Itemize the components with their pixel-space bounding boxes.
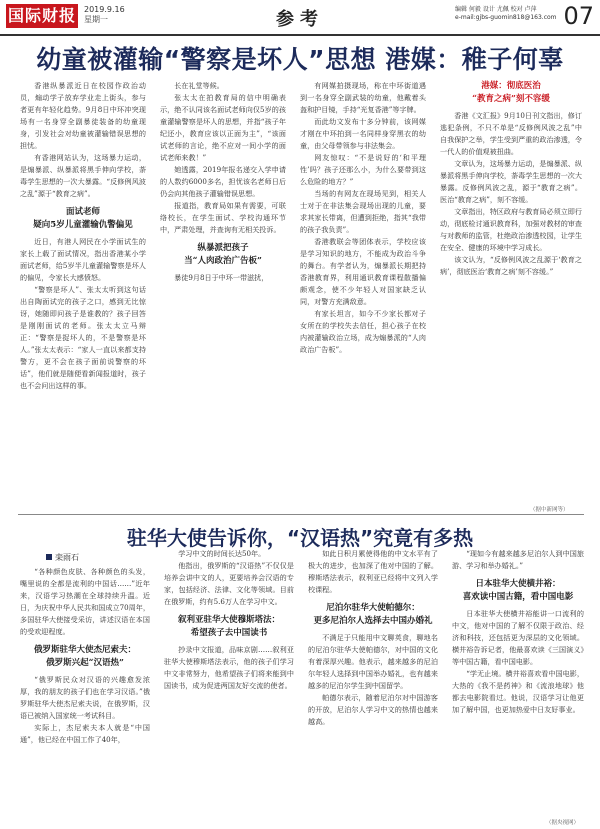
paragraph: 该文认为，“反修例风波之乱源于‘教育之病’，彻底医治‘教育之病’刻不容缓。” — [440, 255, 582, 276]
paragraph: “学无止境。横井裕喜欢看中国电影，大热的《我不是药神》和《流浪地球》他都去电影院看过。他说，汉语学习让他更加了解中国，也更加热爱中日友好事业。 — [452, 669, 584, 714]
article2-credit: （据央视网） — [546, 820, 580, 826]
article1-column-4 — [440, 80, 582, 510]
issue-date: 2019.9.16 — [84, 5, 125, 14]
subheading — [440, 80, 582, 106]
article2-column-3 — [308, 548, 438, 824]
article2-column-1 — [20, 566, 150, 824]
paragraph: “俄罗斯民众对汉语的兴趣愈发浓厚，我的朋友的孩子们也在学习汉语。”俄罗斯驻华大使杰尼索夫说，在俄罗斯，汉语已被纳入国家统一考试科目。 — [20, 675, 150, 720]
article2-author: 栾雨石 — [46, 552, 79, 563]
subheading — [308, 602, 438, 628]
article-divider — [18, 514, 584, 515]
subheading-line: 叙利亚驻华大使穆斯塔法： — [177, 615, 280, 625]
paragraph: 不满足于只能用中文聊英食，聊地名的尼泊尔驻华大使帕德尔，对中国的文化有着深厚兴趣。他表示，越来越多的尼泊尔年轻人选择到中国举办婚礼，也有越来越多的尼泊尔学生到中国留学。 — [308, 633, 438, 690]
page-number: 07 — [563, 2, 594, 30]
subheading — [20, 206, 146, 232]
paragraph: 长在礼堂等候。 — [174, 81, 224, 90]
paragraph: 如此日积月累使得他的中文水平有了极大的进步，也加深了他对中国的了解。穆斯塔法表示，叙利亚已经将中文列入学校课程。 — [308, 549, 438, 594]
subheading-line: 港媒：彻底医治 — [481, 81, 541, 91]
paragraph: 香港教联会等团体表示，学校应该是学习知识的地方，不能成为政治斗争的舞台。有学者认为，煽暴派长期把持香港教育界，利用通识教育课程散播偏颇观念，使不少年轻人对国家缺乏认同，对警方充满敌意。 — [300, 237, 426, 306]
paragraph: 近日，有港人网民在小学面试生的家长上载了面试情况，指出香港某小学面试老师，给5岁半儿童灌输警察是坏人的偏见，令家长大感愤怒。 — [20, 237, 146, 282]
section-title: 参考 — [276, 9, 324, 30]
paragraph: 而此幼文发布十多分钟前，该网媒才刚在中环拍到一名同样身穿黑衣的幼童，由父母带领参与非法集会。 — [300, 117, 426, 150]
paragraph: 暴徒9月8日于中环一带滋扰， — [174, 273, 269, 282]
subheading-line: 俄罗斯驻华大使杰尼索夫： — [33, 645, 136, 655]
subheading — [164, 614, 294, 640]
article1-credit: （据中新网等） — [530, 507, 569, 513]
paragraph: 日本驻华大使横井裕能讲一口流利的中文，他对中国的了解不仅限于政治、经济和科技，还包括更为深层的文化领域。横井裕告诉记者，他最喜欢读《三国演义》等中国古籍，看中国电影。 — [452, 609, 584, 666]
paragraph: 学习中文的时间长达50年。 — [178, 549, 266, 558]
paragraph: 香港《文汇报》9月10日刊文指出，修订逃犯条例，不只不单是“反修例风波之乱”中自我保护之举，学生受到严重的政治渗透，令一代人的价值观被扭曲。 — [440, 111, 582, 156]
editor-credits — [455, 6, 565, 22]
subheading-line: 喜欢读中国古籍，看中国电影 — [462, 592, 574, 602]
article1-column-3 — [300, 80, 426, 510]
paragraph: 帕德尔表示，随着尼泊尔对中国游客的开放，尼泊尔人学习中文的热情也越来越高。 — [308, 693, 438, 726]
paragraph: 他指出，俄罗斯的“汉语热”不仅仅是培养会讲中文的人，更要培养会汉语的专家，包括经济、法律、文化等领域。目前在俄罗斯，约有5.6万人在学习中文。 — [164, 561, 294, 606]
subheading-line: 疑向5岁儿童灌输仇警偏见 — [33, 220, 133, 230]
issue-weekday: 星期一 — [84, 15, 108, 24]
article2-headline: 驻华大使告诉你，“汉语热”究竟有多热 — [126, 526, 474, 550]
subheading-line: 面试老师 — [65, 207, 100, 217]
article2-column-2 — [164, 548, 294, 824]
subheading — [452, 578, 584, 604]
paragraph: “各种颜色皮肤、各种颜色的头发，嘴里说的全都是流利的中国话……”近年来，汉语学习热潮在全球持续升温。近日，为庆祝中华人民共和国成立70周年，多国驻华大使接受采访，讲述汉语在本国的受欢迎程度。 — [20, 567, 150, 636]
paragraph: 有香港网站认为，这场暴力运动，是煽暴派、纵暴派将黑手伸向学校，荼毒学生思想的一次大暴露。“反修例风波之乱”源于“教育之病”。 — [20, 153, 146, 198]
paragraph: 有家长坦言，如今不少家长都对子女所在的学校失去信任，担心孩子在校内被灌输政治立场，成为煽暴派的“人肉政治广告板”。 — [300, 309, 426, 354]
paragraph: “现如今有越来越多尼泊尔人到中国旅游、学习和举办婚礼。” — [452, 549, 584, 570]
subheading-line: 更多尼泊尔人选择去中国办婚礼 — [313, 616, 433, 626]
subheading-line: 尼泊尔驻华大使帕德尔： — [326, 603, 420, 613]
subheading-line: 日本驻华大使横井裕： — [475, 579, 561, 589]
subheading-line: 纵暴派把孩子 — [197, 243, 249, 253]
editor-line: 编辑 何毅 设计 尤佩 校对 卢萍 — [455, 6, 537, 13]
paragraph: 文章认为，这场暴力运动，是煽暴派、纵暴派将黑手伸向学校，荼毒学生思想的一次大暴露。反修例风波之乱，源于“教育之病”。医治“教育之病”，刻不容缓。 — [440, 159, 582, 204]
newspaper-logo: 国际财报 — [6, 4, 78, 28]
subheading-line: 希望孩子去中国读书 — [190, 628, 268, 638]
paragraph: “警察是坏人”、张太太听到这句话出自陶面试完的孩子之口，感到无比惊讶，她随即问孩子是谁教的？孩子回答是刚刚面试的老师。张太太立马辩正：“警察是捉坏人的，不是警察是坏人。”张太太表示：“家人一直以来都支持警方，更不会在孩子面前说警察的坏话”，他们就是随便看新闻报道时，孩子也不会问出这样的事。 — [20, 285, 146, 390]
editor-email: e-mail:gjbs-guomin818@163.com — [455, 14, 557, 21]
subheading-line: “教育之病”刻不容缓 — [472, 94, 550, 104]
article1-column-2 — [160, 80, 286, 510]
paragraph: 网友惊叹：“不是说好的‘和平理性’吗？孩子还那么小，为什么要带到这么危险的地方？” — [300, 153, 426, 186]
subheading-line: 俄罗斯兴起“汉语热” — [46, 658, 124, 668]
masthead — [0, 0, 600, 36]
subheading — [160, 242, 286, 268]
paragraph: 抄录中文报道，品味京剧……叙利亚驻华大使穆斯塔法表示，他的孩子们学习中文非常努力，他希望孩子们将来能到中国读书，成为促进两国友好交流的使者。 — [164, 645, 294, 690]
paragraph: 她透露，2019年报名递交入学申请的人数约6000多名，担忧该名老师日后仍会向其他孩子灌输错误思想。 — [160, 165, 286, 198]
paragraph: 香港纵暴派近日在校园作政治动员，煽动学子放弃学业走上街头，参与者更有年轻化趋势。9月8日中环冲突现场有一名身穿全副暴徒装备的幼童现身，引发社会对幼童被灌输错误思想的担忧。 — [20, 81, 146, 150]
paragraph: 有网媒拍摄现场，称在中环街道遇到一名身穿全副武装的幼童，他戴着头盔和护目镜，手持“光复香港”等字牌。 — [300, 81, 426, 114]
subheading-line: 当“人肉政治广告板” — [184, 256, 262, 266]
paragraph: 当场的有网友在现场见到，相关人士对于在非法集会现场出现的儿童，要求其家长带离，但遭到拒绝，指其“我带的孩子我负责”。 — [300, 189, 426, 234]
paragraph: 文章指出，特区政府与教育局必须立即行动，彻底检讨通识教育科，加强对教材的审查与对教师的监管，杜绝政治渗透校园，让学生在安全、健康的环境中学习成长。 — [440, 207, 582, 252]
paragraph: 报道指，教育局如果有需要，可联络校长，在学生面试、学校沟通环节中，严肃处理，并查询有无相关投诉。 — [160, 201, 286, 234]
article1-headline: 幼童被灌输“警察是坏人”思想 港媒：稚子何辜 — [36, 45, 564, 74]
subheading — [20, 644, 150, 670]
paragraph: 实际上，杰尼索夫本人就是“中国通”，他已经在中国工作了40年， — [20, 723, 150, 744]
article1-column-1 — [20, 80, 146, 510]
article2-column-4 — [452, 548, 584, 818]
paragraph: 张太太在拍教育局的信中明确表示，绝不认同该名面试老师向仅5岁的孩童灌输警察是坏人的思想，并指“孩子年纪还小，教育应该以正面为主”，“该面试老师的言论，绝不应对一间小学的面试老师来教！” — [160, 93, 286, 162]
